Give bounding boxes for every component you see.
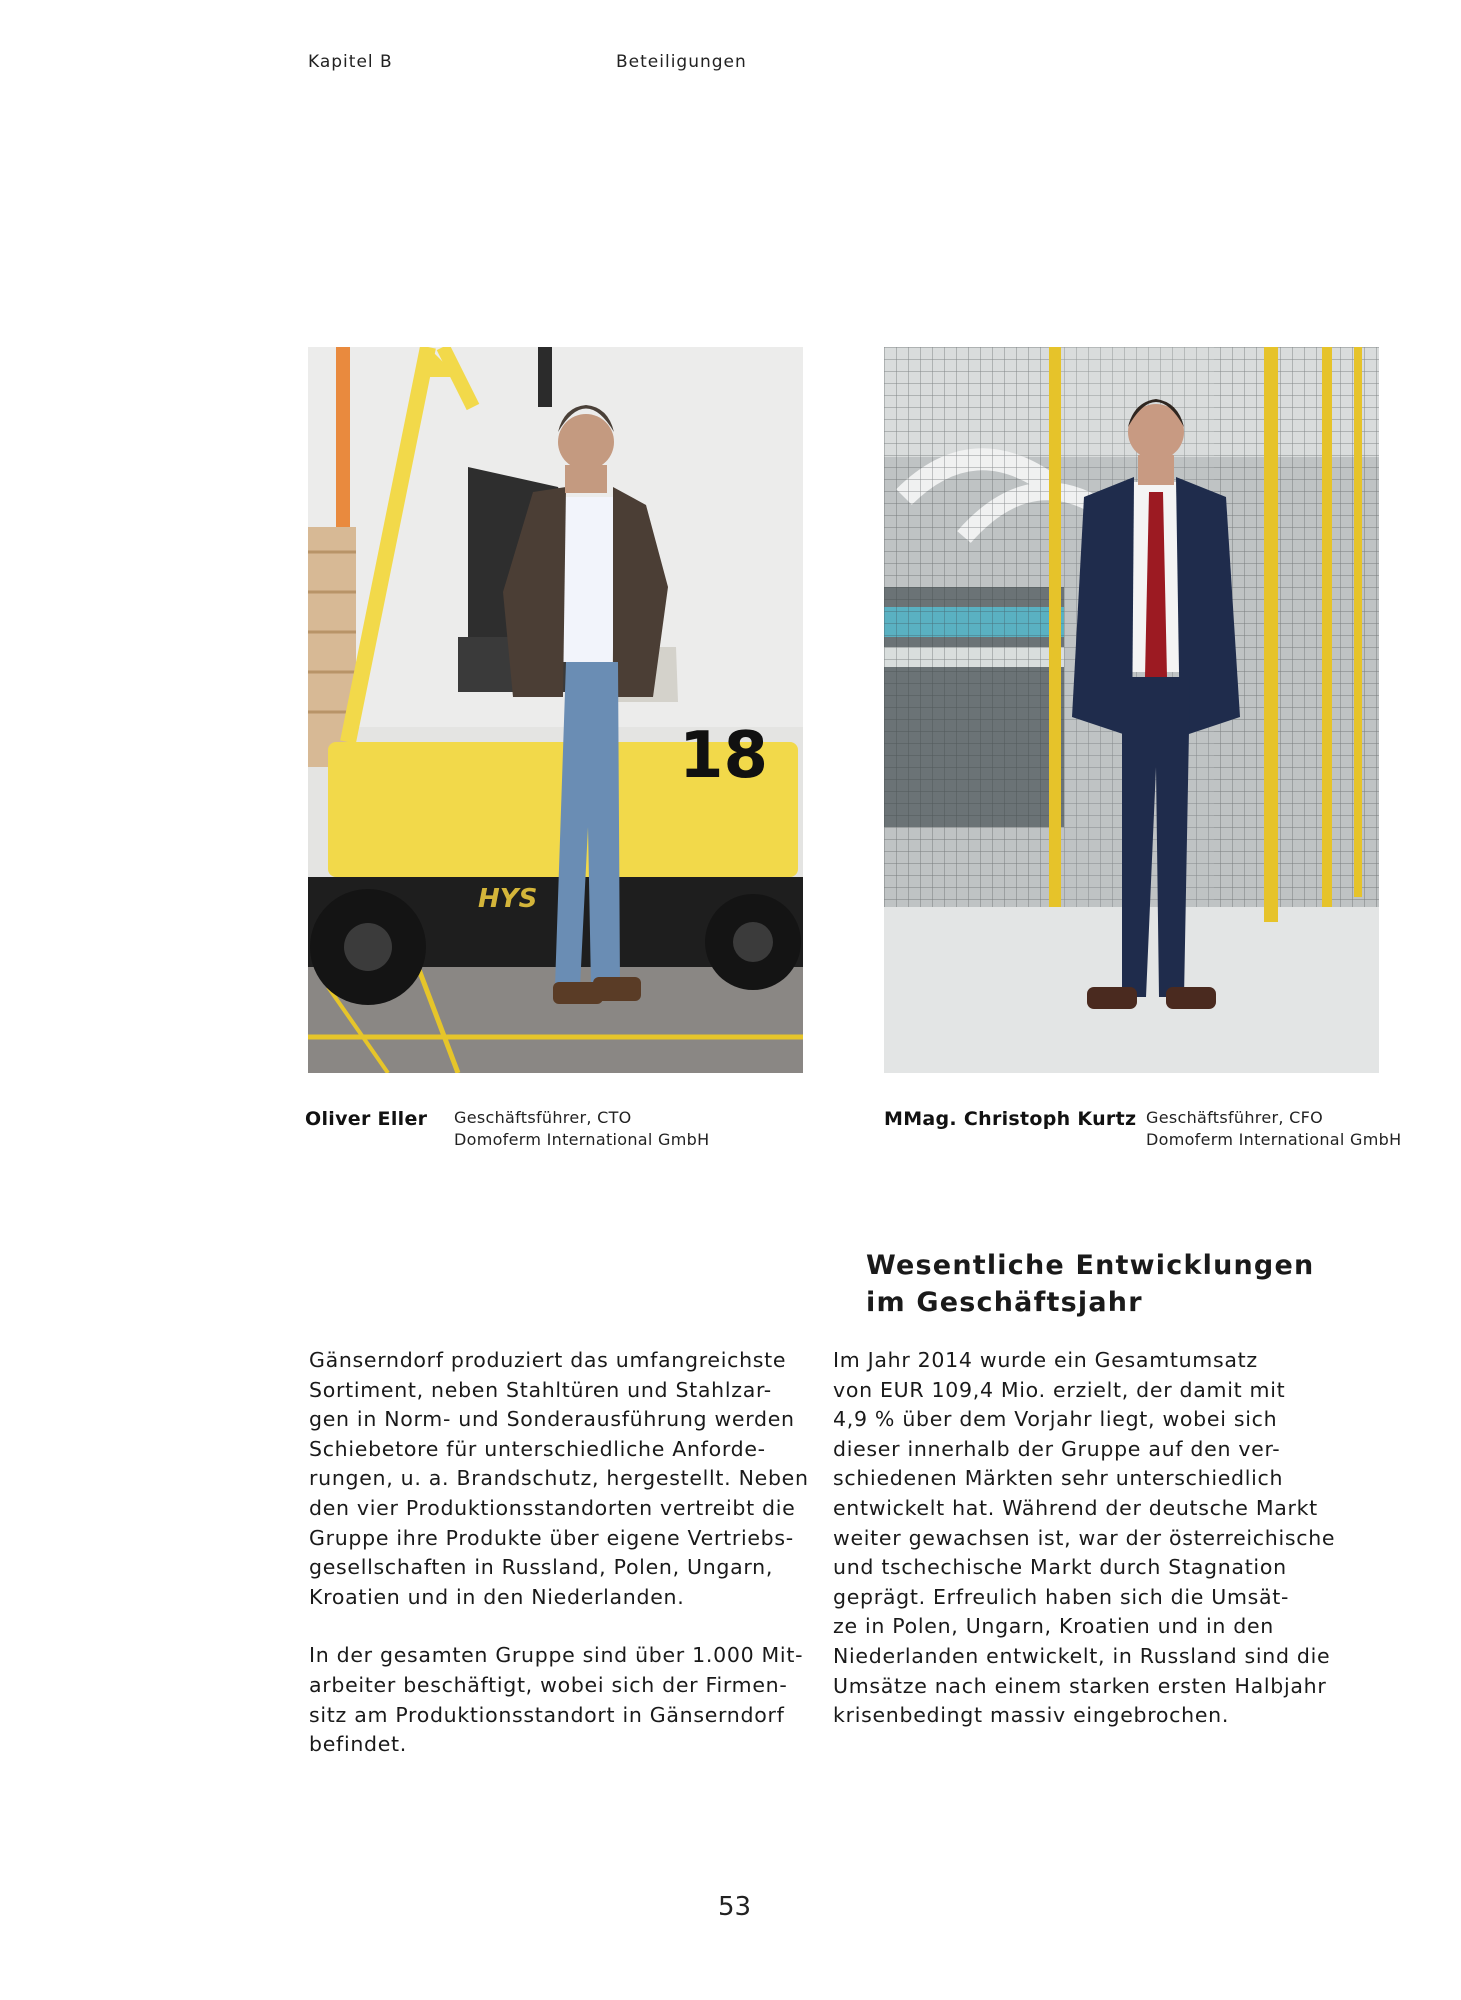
text-line: ze in Polen, Ungarn, Kroatien und in den [833, 1614, 1274, 1639]
person-title: Geschäftsführer, CFO [1146, 1108, 1323, 1127]
heading-line: Wesentliche Entwicklungen [866, 1250, 1315, 1281]
person-company: Domoferm International GmbH [454, 1130, 710, 1149]
text-line: gesellschaften in Russland, Polen, Ungarn, [309, 1555, 774, 1580]
photo-oliver-eller [308, 347, 803, 1073]
forklift-number: 18 [678, 719, 768, 793]
text-line: gen in Norm- und Sonderausführung werden [309, 1407, 795, 1432]
chapter-label: Kapitel B [308, 52, 393, 72]
text-line: sitz am Produktionsstandort in Gänserndorf [309, 1702, 785, 1727]
section-label: Beteiligungen [616, 52, 747, 72]
text-line: Niederlanden entwickelt, in Russland sind die [833, 1643, 1331, 1668]
text-line: In der gesamten Gruppe sind über 1.000 Mit- [309, 1643, 804, 1668]
text-line: Umsätze nach einem starken ersten Halbjahr [833, 1673, 1327, 1698]
person-title: Geschäftsführer, CTO [454, 1108, 632, 1127]
text-line: schiedenen Märkten sehr unterschiedlich [833, 1466, 1284, 1491]
person-name: Oliver Eller [305, 1108, 428, 1130]
paragraph [833, 1346, 1335, 1731]
person-name: MMag. Christoph Kurtz [884, 1108, 1137, 1130]
page-number: 53 [718, 1892, 752, 1922]
text-line: weiter gewachsen ist, war der österreichische [833, 1525, 1336, 1550]
text-line: arbeiter beschäftigt, wobei sich der Firmen- [309, 1672, 788, 1697]
text-line: rungen, u. a. Brandschutz, hergestellt. Neben [309, 1466, 809, 1491]
text-line: Gruppe ihre Produkte über eigene Vertriebs- [309, 1525, 794, 1550]
text-line: von EUR 109,4 Mio. erzielt, der damit mit [833, 1377, 1286, 1402]
left-column [309, 1346, 809, 1760]
text-line: Im Jahr 2014 wurde ein Gesamtumsatz [833, 1348, 1258, 1372]
text-line: den vier Produktionsstandorten vertreibt die [309, 1495, 796, 1520]
text-line: 4,9 % über dem Vorjahr liegt, wobei sich [833, 1407, 1278, 1432]
person-company: Domoferm International GmbH [1146, 1130, 1402, 1149]
text-line: Kroatien und in den Niederlanden. [309, 1584, 685, 1609]
photo-christoph-kurtz [884, 347, 1379, 1073]
heading-line: im Geschäftsjahr [866, 1287, 1143, 1318]
text-line: geprägt. Erfreulich haben sich die Umsät- [833, 1584, 1290, 1609]
text-line: dieser innerhalb der Gruppe auf den ver- [833, 1436, 1281, 1461]
section-heading [866, 1247, 1314, 1321]
text-line: entwickelt hat. Während der deutsche Markt [833, 1495, 1318, 1520]
right-column [833, 1346, 1335, 1731]
text-line: und tschechische Markt durch Stagnation [833, 1555, 1287, 1580]
text-line: Sortiment, neben Stahltüren und Stahlzar- [309, 1377, 772, 1402]
text-line: krisenbedingt massiv eingebrochen. [833, 1703, 1230, 1728]
person-role-block [454, 1107, 709, 1151]
paragraph [309, 1641, 809, 1759]
person-role-block [1146, 1107, 1401, 1151]
paragraph [309, 1346, 809, 1612]
text-line: Schiebetore für unterschiedliche Anforde- [309, 1436, 766, 1461]
text-line: befindet. [309, 1732, 408, 1757]
text-line: Gänserndorf produziert das umfangreichste [309, 1348, 787, 1372]
forklift-brand: HYS [478, 884, 538, 914]
